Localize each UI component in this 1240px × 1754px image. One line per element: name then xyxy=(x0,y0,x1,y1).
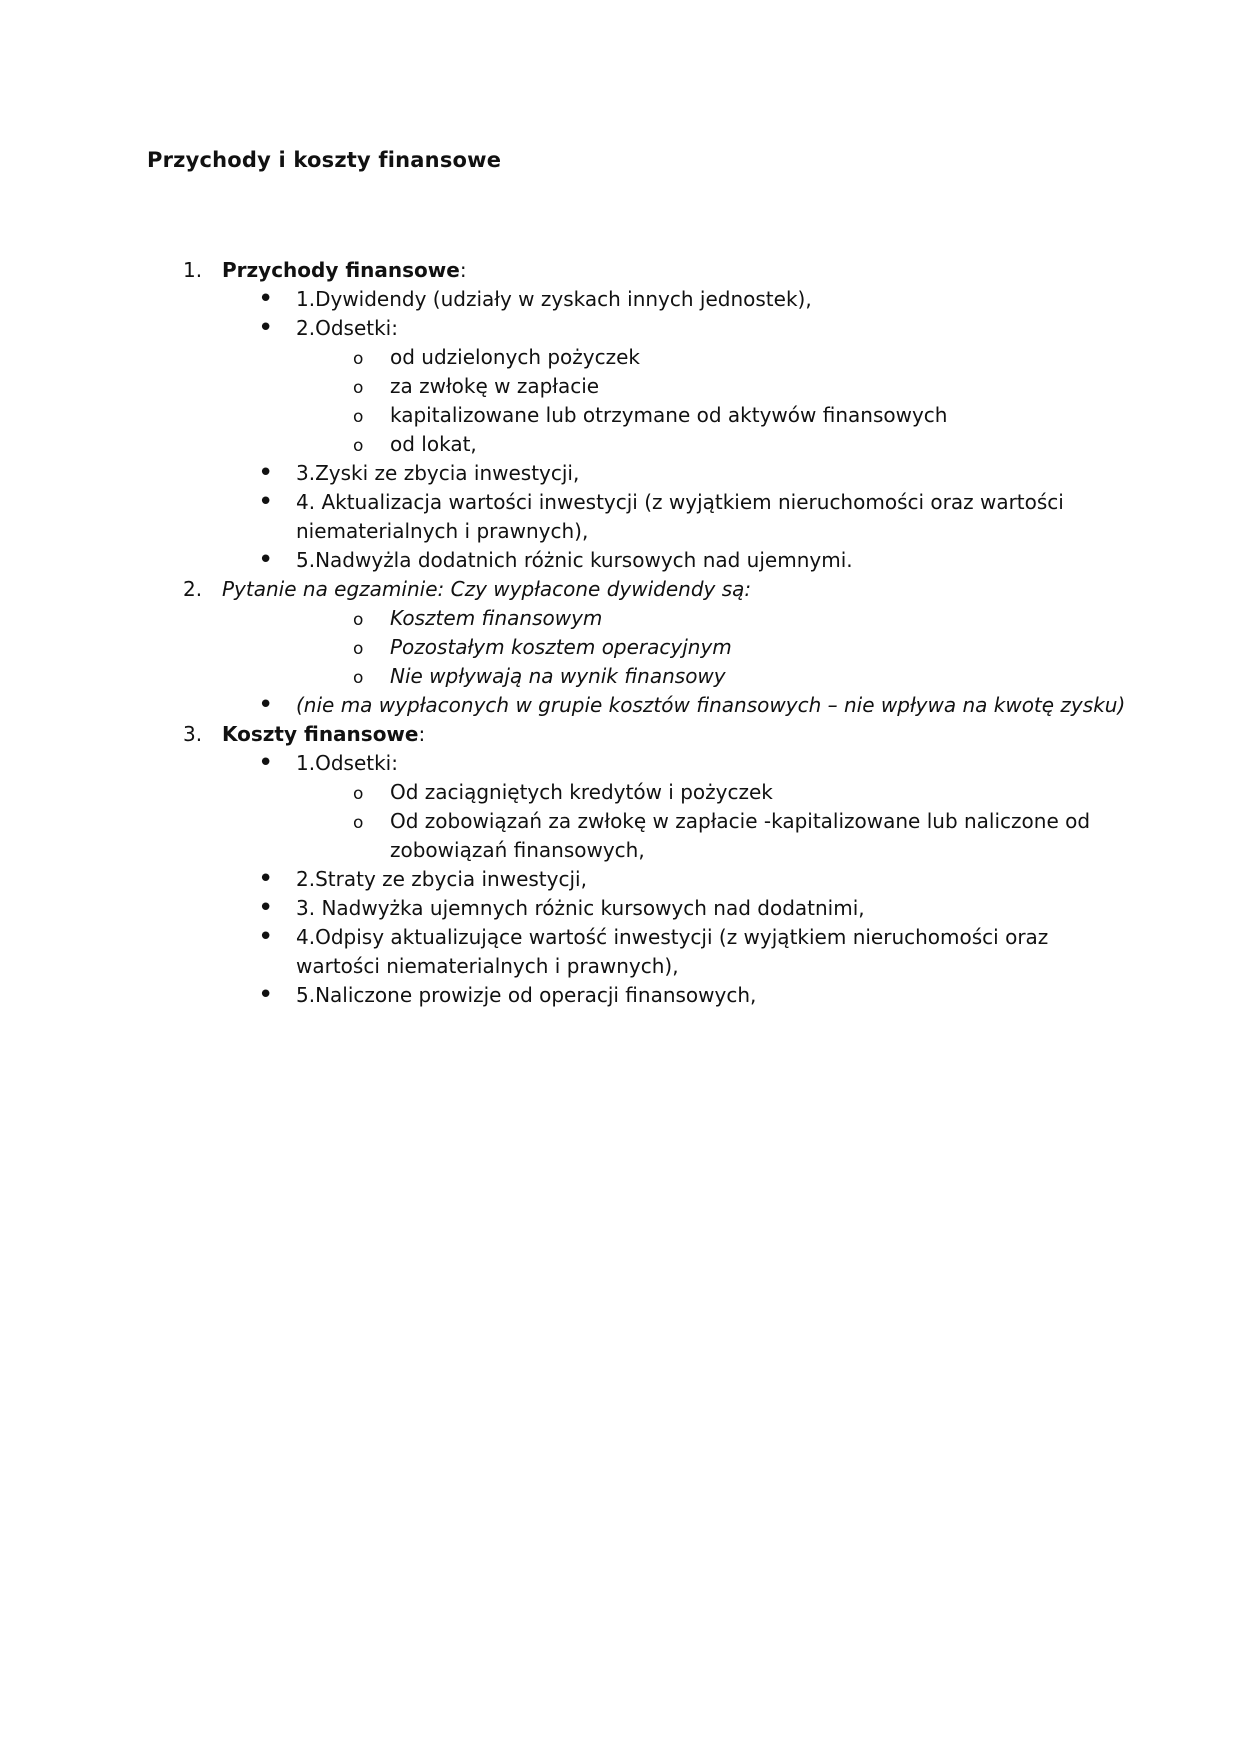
list-item: 4. Aktualizacja wartości inwestycji (z wyjątkiem nieruchomości oraz wartości xyxy=(296,490,1064,514)
circle-bullet-icon xyxy=(353,343,363,373)
bullet-icon xyxy=(258,691,273,720)
circle-bullet-icon xyxy=(353,401,363,431)
bullet-icon xyxy=(258,459,273,488)
list-item-continuation: wartości niematerialnych i prawnych), xyxy=(296,954,679,978)
section-number: 3. xyxy=(183,722,203,746)
section-heading: Przychody finansowe: xyxy=(222,258,467,282)
list-item: 2.Straty ze zbycia inwestycji, xyxy=(296,867,587,891)
circle-bullet-icon xyxy=(353,430,363,460)
document-title: Przychody i koszty finansowe xyxy=(147,148,502,172)
sub-list-item: kapitalizowane lub otrzymane od aktywów finansowych xyxy=(390,403,948,427)
bullet-icon xyxy=(258,894,273,923)
circle-bullet-icon xyxy=(353,604,363,634)
list-item: 1.Dywidendy (udziały w zyskach innych jednostek), xyxy=(296,287,812,311)
circle-bullet-icon xyxy=(353,633,363,663)
answer-option: Pozostałym kosztem operacyjnym xyxy=(390,635,732,659)
sub-list-item: Od zobowiązań za zwłokę w zapłacie -kapitalizowane lub naliczone od xyxy=(390,809,1091,833)
list-item: 1.Odsetki: xyxy=(296,751,398,775)
bullet-icon xyxy=(258,488,273,517)
sub-list-item: od lokat, xyxy=(390,432,477,456)
bullet-icon xyxy=(258,865,273,894)
sub-list-item: od udzielonych pożyczek xyxy=(390,345,640,369)
list-item-continuation: niematerialnych i prawnych), xyxy=(296,519,589,543)
list-item: 4.Odpisy aktualizujące wartość inwestycji (z wyjątkiem nieruchomości oraz xyxy=(296,925,1049,949)
sub-list-item: Od zaciągniętych kredytów i pożyczek xyxy=(390,780,773,804)
section-number: 1. xyxy=(183,258,203,282)
list-item: 3. Nadwyżka ujemnych różnic kursowych nad dodatnimi, xyxy=(296,896,865,920)
section-number: 2. xyxy=(183,577,203,601)
section-heading: Koszty finansowe: xyxy=(222,722,426,746)
list-item: 5.Nadwyżla dodatnich różnic kursowych nad ujemnymi. xyxy=(296,548,853,572)
bullet-icon xyxy=(258,546,273,575)
answer-option: Nie wpływają na wynik finansowy xyxy=(390,664,726,688)
exam-question: Pytanie na egzaminie: Czy wypłacone dywidendy są: xyxy=(222,577,752,601)
sub-list-item-continuation: zobowiązań finansowych, xyxy=(390,838,645,862)
answer-option: Kosztem finansowym xyxy=(390,606,603,630)
bullet-icon xyxy=(258,285,273,314)
bullet-icon xyxy=(258,981,273,1010)
circle-bullet-icon xyxy=(353,807,363,837)
list-item: 5.Naliczone prowizje od operacji finansowych, xyxy=(296,983,757,1007)
bullet-icon xyxy=(258,314,273,343)
sub-list-item: za zwłokę w zapłacie xyxy=(390,374,600,398)
circle-bullet-icon xyxy=(353,662,363,692)
circle-bullet-icon xyxy=(353,372,363,402)
bullet-icon xyxy=(258,923,273,952)
circle-bullet-icon xyxy=(353,778,363,808)
answer-note: (nie ma wypłaconych w grupie kosztów finansowych – nie wpływa na kwotę zysku) xyxy=(296,693,1126,717)
list-item: 3.Zyski ze zbycia inwestycji, xyxy=(296,461,580,485)
bullet-icon xyxy=(258,749,273,778)
list-item: 2.Odsetki: xyxy=(296,316,398,340)
